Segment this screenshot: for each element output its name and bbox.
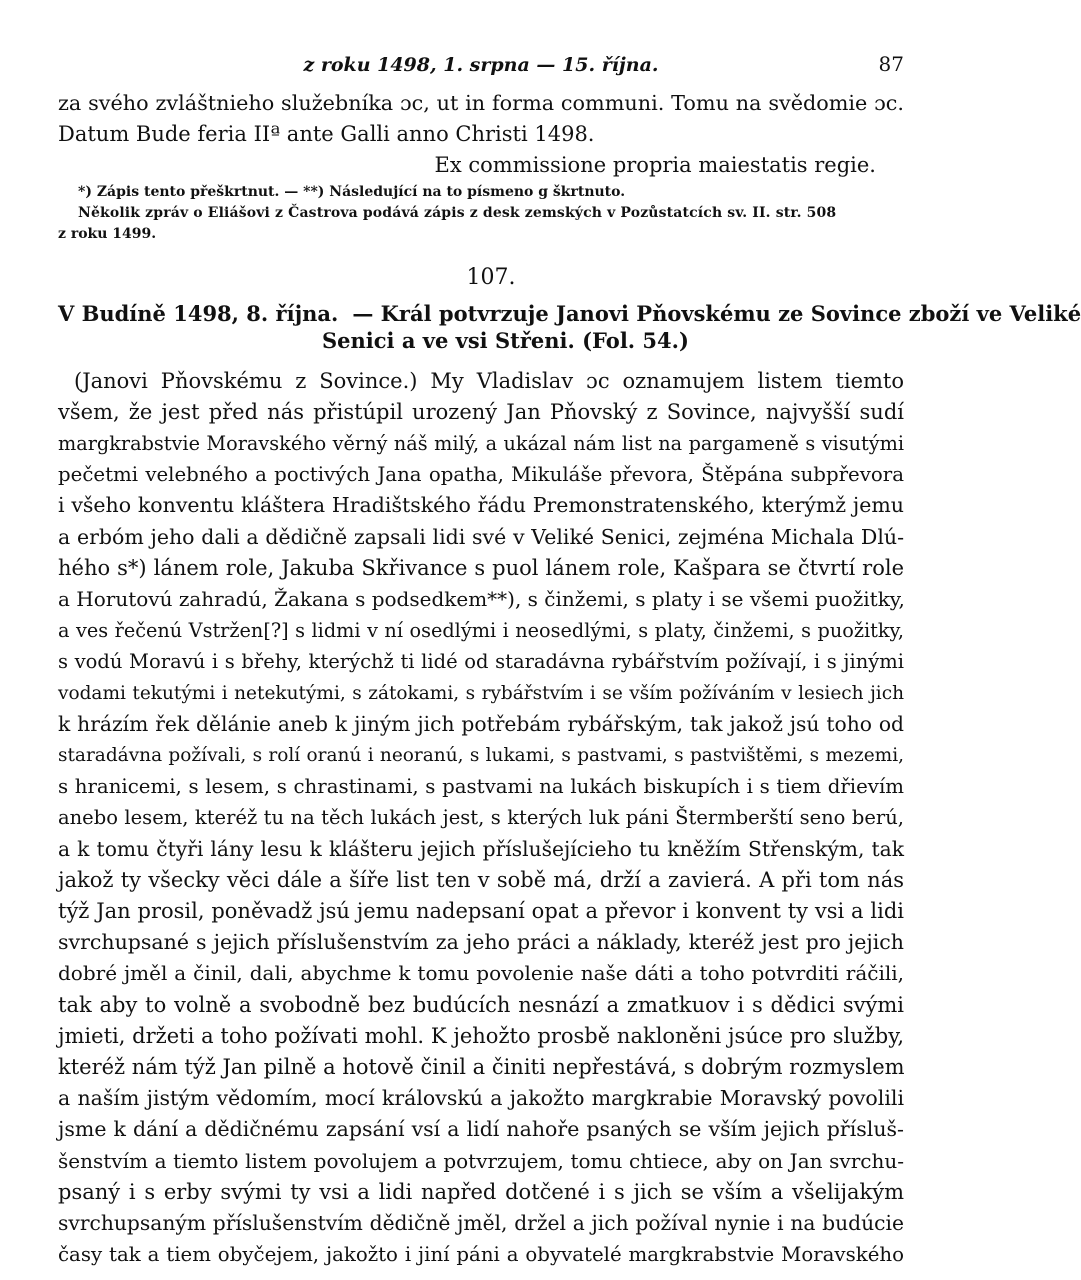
body-line: s hranicemi, s lesem, s chrastinami, s pastvami na lukách biskupích i s tiem dřievím <box>58 775 904 799</box>
body-line: pečetmi velebného a poctivých Jana opatha, Mikuláše převora, Štěpána subpřevora <box>58 463 904 487</box>
document-page <box>58 48 1081 1271</box>
body-line: k hrázím řek dělánie aneb k jiným jich potřebám rybářským, tak jakož jsú toho od <box>58 711 904 736</box>
body-line: jmieti, držeti a toho požívati mohl. K jehožto prosbě nakloněni jsúce pro služby, <box>58 1023 904 1048</box>
page-header <box>58 48 904 88</box>
body-line: a erbóm jeho dali a dědičně zapsali lidi své v Veliké Senici, zejména Michala Dlú- <box>58 524 904 549</box>
body-line: margkrabstvie Moravského věrný náš milý, a ukázal nám list na pargameně s visutými <box>58 432 904 456</box>
body-line: svrchupsané s jejich příslušenstvím za jeho práci a náklady, kteréž jest pro jejich <box>58 930 904 955</box>
running-head: z roku 1498, 1. srpna — 15. října. <box>303 54 659 76</box>
body-line: tak aby to volně a svobodně bez budúcích nesnází a zmatkuov i s dědici svými <box>58 992 904 1017</box>
document-number: 107. <box>466 264 516 290</box>
footnote: Několik zpráv o Eliášovi z Častrova podává zápis z desk zemských v Pozůstatcích sv. II. str. 508 <box>78 204 837 221</box>
body-line: dobré jměl a činil, dali, abychme k tomu povolenie naše dáti a toho potvrditi ráčili, <box>58 961 904 986</box>
body-line: časy tak a tiem obyčejem, jakožto i jiní páni a obyvatelé margkrabstvie Moravského <box>58 1243 904 1267</box>
page-number: 87 <box>878 52 904 76</box>
heading-summary: — Král potvrzuje Janovi Pňovskému ze Sovince zboží ve Veliké <box>352 300 1081 326</box>
body-line: a k tomu čtyři lány lesu k klášteru jejich příslušejícieho tu kněžím Střenským, tak <box>58 836 904 861</box>
footnote: z roku 1499. <box>58 225 157 242</box>
intro-line: Datum Bude feria IIª ante Galli anno Christi 1498. <box>58 122 595 147</box>
body-line: i všeho konventu kláštera Hradištského řádu Premonstratenského, kterýmž jemu <box>58 493 904 518</box>
body-line: anebo lesem, kteréž tu na těch lukách jest, s kterých luk páni Štermberští seno berú, <box>58 806 904 830</box>
body-line: a ves řečenú Vstržen[?] s lidmi v ní osedlými i neosedlými, s platy, činžemi, s puožitky, <box>58 619 904 643</box>
body-line: svrchupsaným příslušenstvím dědičně jměl, držel a jich požíval nynie i na budúcie <box>58 1211 904 1236</box>
body-line: týž Jan prosil, poněvadž jsú jemu nadepsaní opat a převor i konvent ty vsi a lidi <box>58 899 904 924</box>
body-line: (Janovi Pňovskému z Sovince.) My Vladislav ɔc oznamujem listem tiemto <box>74 368 904 393</box>
body-line: a naším jistým vědomím, mocí královskú a jakožto margkrabie Moravský povolili <box>58 1086 904 1111</box>
signature-line: Ex commissione propria maiestatis regie. <box>434 153 876 178</box>
body-line: psaný i s erby svými ty vsi a lidi napřed dotčené i s jich se vším a všelijakým <box>58 1179 904 1204</box>
body-line: jakož ty všecky věci dále a šíře list ten v sobě má, drží a zavierá. A při tom nás <box>58 867 904 892</box>
body-line: a Horutovú zahradú, Žakana s podsedkem**), s činžemi, s platy i se všemi puožitky, <box>58 587 905 612</box>
body-line: staradávna požívali, s rolí oranú i neoranú, s lukami, s pastvami, s pastvištěmi, s mezemi, <box>58 745 904 767</box>
intro-line: za svého zvláštnieho služebníka ɔc, ut in forma communi. Tomu na svědomie ɔc. <box>58 91 904 115</box>
body-line: všem, že jest před nás přistúpil urozený Jan Pňovský z Sovince, najvyšší sudí <box>58 399 904 424</box>
body-line: vodami tekutými i netekutými, s zátokami, s rybářstvím i se vším požíváním v lesiech jich <box>58 682 904 704</box>
heading-summary-cont: Senici a ve vsi Střeni. (Fol. 54.) <box>322 327 689 353</box>
footnote: *) Zápis tento přeškrtnut. — **) Následující na to písmeno g škrtnuto. <box>78 183 626 200</box>
document-heading <box>58 300 1081 327</box>
heading-date: V Budíně 1498, 8. října. <box>58 300 339 326</box>
body-line: kteréž nám týž Jan pilně a hotově činil a činiti nepřestává, s dobrým rozmyslem <box>58 1055 905 1080</box>
body-line: hého s*) lánem role, Jakuba Skřivance s puol lánem role, Kašpara se čtvrtí role <box>58 555 904 580</box>
body-line: jsme k dání a dědičnému zapsání vsí a lidí nahoře psaných se vším jejich přísluš- <box>58 1117 904 1142</box>
body-line: s vodú Moravú i s břehy, kterýchž ti lidé od staradávna rybářstvím požívají, i s jinými <box>58 650 904 674</box>
body-line: šenstvím a tiemto listem povolujem a potvrzujem, tomu chtiece, aby on Jan svrchu- <box>58 1148 904 1173</box>
